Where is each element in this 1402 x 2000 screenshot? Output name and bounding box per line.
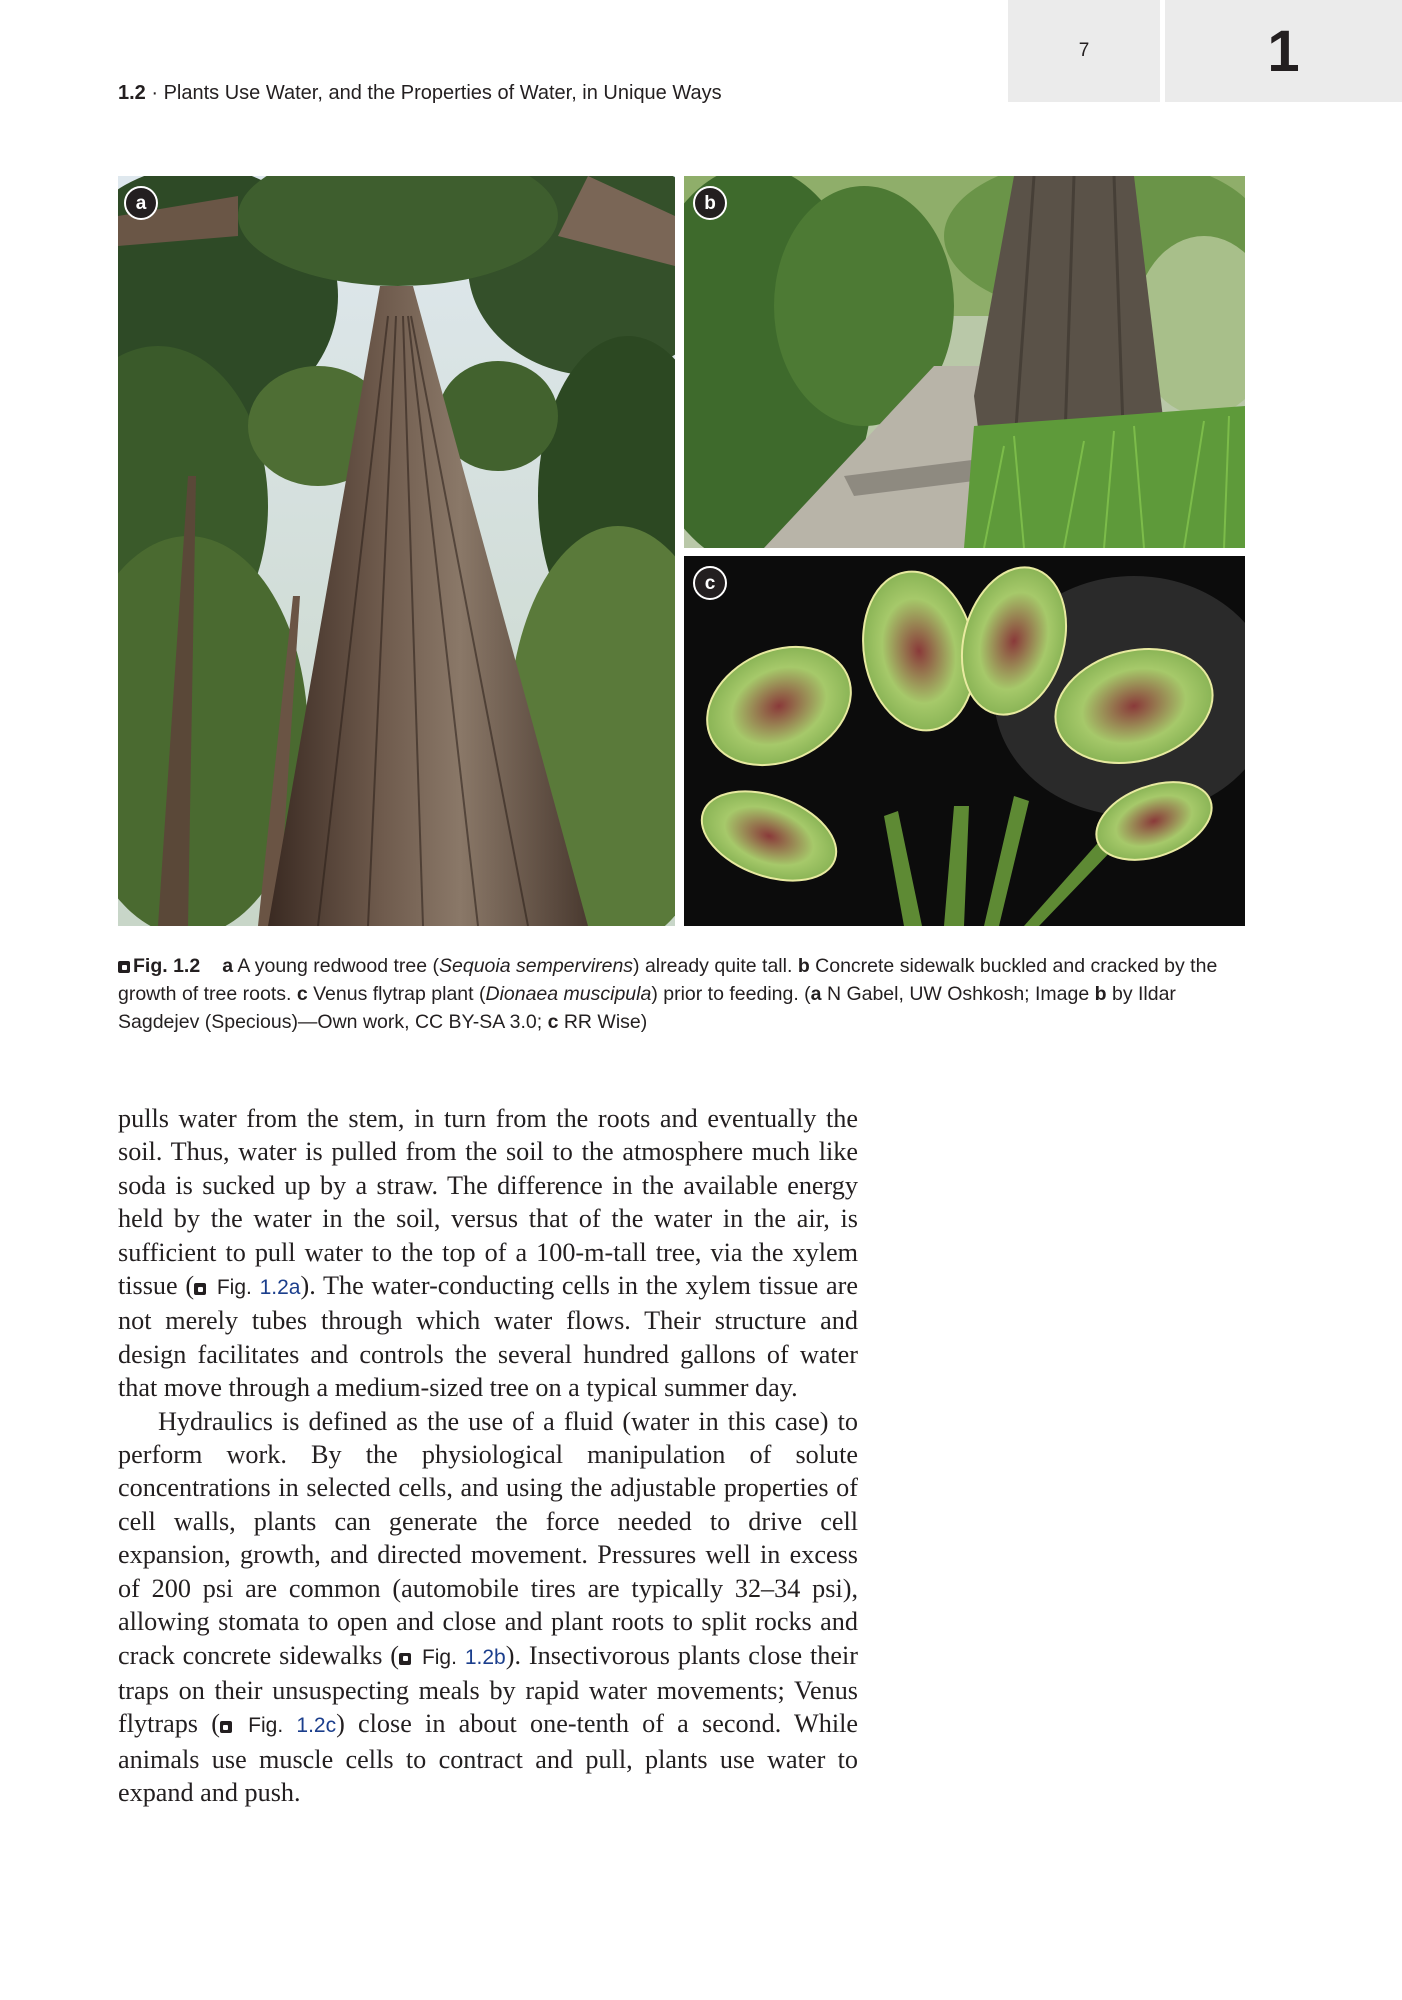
caption-a-text-2: ) already quite tall. bbox=[633, 955, 798, 977]
paragraph-2 bbox=[118, 1405, 858, 1810]
paragraph-1 bbox=[118, 1102, 858, 1405]
section-number: 1.2 bbox=[118, 82, 146, 104]
panel-label-b bbox=[693, 186, 727, 220]
buckled-sidewalk-photo bbox=[684, 176, 1245, 548]
caption-a-species: Sequoia sempervirens bbox=[439, 955, 634, 977]
caption-a-text-1: A young redwood tree ( bbox=[233, 955, 440, 977]
body-text bbox=[118, 1102, 858, 1810]
panel-label-a bbox=[124, 186, 158, 220]
p2-ref2-fig: Fig. bbox=[248, 1714, 284, 1738]
figure-square-icon bbox=[118, 961, 130, 973]
page-number-text: 7 bbox=[1078, 40, 1090, 61]
figure-ref-square-icon bbox=[399, 1653, 411, 1665]
caption-b-text: Concrete sidewalk buckled and cracked by the growth of tree roots. bbox=[118, 955, 1218, 1005]
caption-a-label: a bbox=[222, 955, 234, 977]
page-number bbox=[1008, 0, 1160, 102]
panel-label-c-text: c bbox=[704, 572, 716, 594]
fig-1-2c-link[interactable]: 1.2c bbox=[296, 1714, 337, 1738]
caption-c-text-2: ) prior to feeding. ( bbox=[651, 983, 811, 1005]
figure-ref-square-icon bbox=[194, 1283, 206, 1295]
venus-flytrap-photo bbox=[684, 556, 1245, 926]
caption-c-species: Dionaea muscipula bbox=[485, 983, 652, 1005]
p2-text-3: ) close in about one-tenth of a second. While animals use muscle cells to contract and pull, plants use water to expand and push. bbox=[118, 1709, 859, 1808]
running-head bbox=[118, 82, 722, 105]
credit-b-text: by Ildar Sagdejev (Specious)—Own work, CC BY-SA 3.0; bbox=[118, 983, 1176, 1033]
fig-1-2b-link[interactable]: 1.2b bbox=[464, 1645, 506, 1669]
panel-label-c bbox=[693, 566, 727, 600]
credit-c-label: c bbox=[547, 1011, 559, 1033]
section-separator: · bbox=[145, 82, 164, 104]
panel-label-b-text: b bbox=[704, 192, 716, 214]
p2-text-2: ). Insectivorous plants close their traps on their unsuspecting meals by rapid water movements; Venus flytraps ( bbox=[118, 1640, 858, 1739]
figure-caption bbox=[118, 952, 1246, 1036]
fig-1-2a-link[interactable]: 1.2a bbox=[259, 1276, 301, 1300]
chapter-number bbox=[1165, 0, 1402, 102]
p2-ref1-fig: Fig. bbox=[421, 1645, 457, 1669]
section-title: Plants Use Water, and the Properties of Water, in Unique Ways bbox=[163, 82, 722, 104]
figure-ref-square-icon bbox=[220, 1721, 232, 1733]
redwood-tree-photo bbox=[118, 176, 675, 926]
credit-a-text: N Gabel, UW Oshkosh; Image bbox=[821, 983, 1095, 1005]
figure-label: Fig. 1.2 bbox=[133, 955, 201, 977]
caption-c-text-1: Venus flytrap plant ( bbox=[307, 983, 486, 1005]
caption-c-label: c bbox=[296, 983, 308, 1005]
panel-label-a-text: a bbox=[135, 192, 147, 214]
p2-text-1: Hydraulics is defined as the use of a fluid (water in this case) to perform work. By the physiological manipulation of solute concentrations in selected cells, and using the adjustable properties of cell walls, plants can generate the force needed to drive cell expansion, growth, and directed movement. Pressures well in excess of 200 psi are common (automobile tires are typically 32–34 psi), allowing stomata to open and close and plant roots to split rocks and crack concrete sidewalks ( bbox=[118, 1406, 858, 1670]
p1-text-2: ). The water-conducting cells in the xylem tissue are not merely tubes through which water flows. Their structure and design facilitates and controls the several hundred gallons of water that move through a medium-sized tree on a typical summer day. bbox=[118, 1271, 858, 1403]
p1-ref-fig: Fig. bbox=[216, 1276, 252, 1300]
caption-b-label: b bbox=[797, 955, 810, 977]
credit-a-label: a bbox=[810, 983, 822, 1005]
credit-b-label: b bbox=[1094, 983, 1107, 1005]
chapter-number-text: 1 bbox=[1267, 18, 1300, 84]
credit-c-text: RR Wise) bbox=[558, 1011, 648, 1033]
p1-text-1: pulls water from the stem, in turn from the roots and eventually the soil. Thus, water is pulled from the soil to the atmosphere much like soda is sucked up by a straw. The difference in the available energy held by the water in the soil, versus that of the water in the air, is sufficient to pull water to the top of a 100-m-tall tree, via the xylem tissue ( bbox=[118, 1104, 858, 1301]
